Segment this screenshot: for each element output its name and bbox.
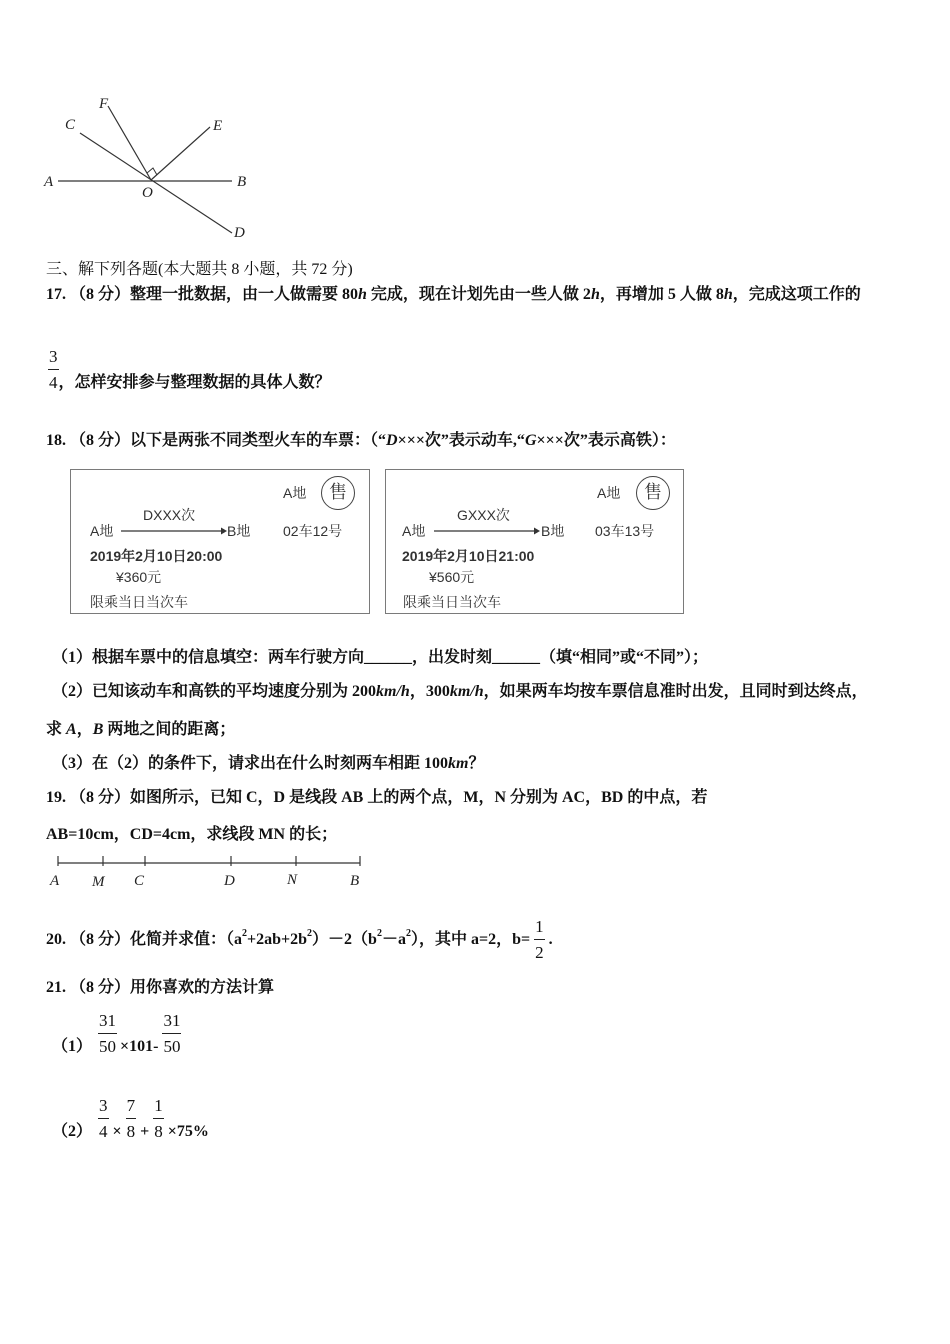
q18-var: A (66, 721, 77, 738)
q21-operator: + (140, 1123, 150, 1140)
q20-text: ）－2（b (312, 930, 377, 948)
q18-text: ，如果两车均按车票信息准时出发，且同时到达终点， (483, 683, 868, 700)
q18-text: ， (76, 721, 93, 738)
q18-text: 两地之间的距离； (103, 721, 236, 738)
q20-text: （8 分）化简并求值：（a (66, 930, 243, 948)
q18-var: G (524, 432, 537, 449)
q18-text: ×××次”表示高铁）： (536, 432, 676, 449)
q18-number: 18. (46, 432, 66, 449)
q18-part3 (52, 754, 484, 774)
q17-number: 17. (46, 286, 66, 303)
ticket-from: A地 (90, 523, 114, 539)
fraction-denominator: 8 (154, 1122, 163, 1141)
q17-fraction (48, 346, 59, 393)
q18-text: 求 (46, 721, 67, 738)
q20-text: ），其中 a=2，b= (410, 930, 531, 948)
label-d: D (234, 225, 245, 241)
section-title: 三、解下列各题(本大题共 8 小题，共 72 分) (46, 261, 353, 278)
arrow-icon (434, 526, 540, 536)
fraction-numerator: 3 (49, 347, 58, 366)
q17-text: ，怎样安排参与整理数据的具体人数？ (58, 374, 331, 391)
label-f: F (99, 96, 109, 112)
fraction-bar (48, 369, 59, 370)
q18-unit: km/h (376, 683, 410, 700)
q18-var: B (92, 721, 104, 738)
q18-text: ？ (468, 755, 485, 772)
q18-part2 (52, 682, 868, 702)
q21-number: 21. (46, 979, 66, 996)
fraction-numerator: 7 (126, 1096, 136, 1115)
fraction-bar (98, 1118, 109, 1119)
q17-var: h (358, 286, 367, 303)
fraction-denominator: 2 (535, 943, 544, 962)
q21-text: （8 分）用你喜欢的方法计算 (66, 979, 275, 996)
q18-text: （3）在（2）的条件下，请求出在什么时刻两车相距 100 (52, 755, 449, 772)
ray-of (108, 106, 151, 180)
angle-figure (0, 0, 260, 245)
q17-text: ，再增加 5 人做 8 (599, 286, 724, 303)
ticket-note: 限乘当日当次车 (403, 594, 501, 610)
q21-fraction (162, 1010, 181, 1057)
q20-line (46, 916, 553, 963)
q17-text: 完成，现在计划先由一些人做 2 (366, 286, 591, 303)
ticket-train: GXXX次 (457, 507, 510, 523)
q19-text: （8 分）如图所示，已知 C，D 是线段 AB 上的两个点，M，N 分别为 AC，BD 的中点，若 (66, 789, 708, 806)
ticket-top-station: A地 (597, 485, 621, 501)
q18-unit: km (448, 755, 469, 772)
fraction-bar (98, 1033, 117, 1034)
label-b: B (237, 174, 247, 190)
ticket-d-train (70, 469, 370, 614)
fraction-numerator: 31 (163, 1011, 181, 1030)
fraction-numerator: 1 (535, 917, 544, 936)
q20-exponent: 2 (405, 927, 411, 939)
q18-text: （2）已知该动车和高铁的平均速度分别为 200 (52, 683, 377, 700)
label-c: C (65, 117, 76, 133)
q17-var: h (590, 286, 600, 303)
ticket-seat: 03车13号 (595, 523, 655, 539)
ticket-to: B地 (227, 523, 251, 539)
fraction-denominator: 50 (99, 1037, 117, 1056)
label-e: E (213, 118, 223, 134)
fraction-bar (153, 1118, 164, 1119)
q20-text: +2ab+2b (247, 930, 308, 948)
q21-fraction (98, 1095, 109, 1142)
q18-text: ，300 (409, 683, 450, 700)
q21-operator: ×101- (120, 1038, 159, 1055)
q18-intro (46, 431, 676, 451)
q21-operator: ×75% (167, 1123, 209, 1140)
q17-var: h (723, 286, 733, 303)
q20-exponent: 2 (242, 927, 248, 939)
q17-line2 (48, 346, 331, 393)
ray-oe (151, 127, 210, 180)
ticket-datetime: 2019年2月10日20:00 (90, 548, 223, 564)
fraction-bar (162, 1033, 181, 1034)
fraction-numerator: 3 (99, 1096, 108, 1115)
q21-title (46, 978, 274, 998)
fraction-bar (534, 939, 545, 940)
ticket-to: B地 (541, 523, 565, 539)
seg-label-c: C (134, 873, 145, 889)
fraction-denominator: 4 (49, 373, 58, 392)
ticket-train: DXXX次 (143, 507, 196, 523)
q21-part2-label: （2） (52, 1123, 93, 1140)
fraction-numerator: 31 (99, 1011, 117, 1030)
label-a: A (44, 174, 54, 190)
q19-line1 (46, 788, 707, 808)
q17-text: （8 分）整理一批数据，由一人做需要 80 (66, 286, 359, 303)
q18-text: ×××次”表示动车,“ (397, 432, 525, 449)
ticket-datetime: 2019年2月10日21:00 (402, 548, 535, 564)
seg-label-d: D (224, 873, 235, 889)
fraction-denominator: 50 (163, 1037, 181, 1056)
q21-fraction (98, 1010, 117, 1057)
fraction-bar (126, 1118, 137, 1119)
arrow-icon (121, 526, 227, 536)
ticket-g-train (385, 469, 684, 614)
q18-var: D (386, 432, 398, 449)
q20-exponent: 2 (376, 927, 382, 939)
q17-text: ，完成这项工作的 (732, 286, 861, 303)
q19-number: 19. (46, 789, 66, 806)
seg-label-m: M (92, 874, 105, 890)
ticket-stamp: 售 (321, 476, 355, 510)
q20-fraction (534, 916, 545, 963)
fraction-numerator: 1 (154, 1096, 163, 1115)
q18-unit: km/h (449, 683, 484, 700)
seg-label-n: N (287, 872, 298, 888)
ticket-seat: 02车12号 (283, 523, 343, 539)
ticket-stamp: 售 (636, 476, 670, 510)
q21-part1-label: （1） (52, 1038, 93, 1055)
q20-exponent: 2 (307, 927, 313, 939)
seg-label-b: B (350, 873, 360, 889)
q20-text: －a (381, 930, 406, 948)
line-cd (80, 133, 232, 233)
q20-number: 20. (46, 930, 66, 948)
ticket-top-station: A地 (283, 485, 307, 501)
q21-operator: × (112, 1123, 122, 1140)
q21-part2 (52, 1095, 209, 1142)
q18-part2b (46, 720, 235, 740)
label-o: O (142, 185, 153, 201)
q18-part1: （1）根据车票中的信息填空：两车行驶方向______，出发时刻______（填“相同”或“不同”）； (52, 649, 709, 666)
q21-fraction (153, 1095, 164, 1142)
q21-fraction (126, 1095, 137, 1142)
q17-line1 (46, 285, 861, 305)
q21-part1 (52, 1010, 181, 1057)
ticket-price: ¥560元 (429, 569, 475, 585)
seg-label-a: A (50, 873, 60, 889)
fraction-denominator: 8 (126, 1122, 136, 1141)
segment-figure (40, 850, 380, 895)
ticket-from: A地 (402, 523, 426, 539)
ticket-note: 限乘当日当次车 (90, 594, 188, 610)
q18-text: （8 分）以下是两张不同类型火车的车票：（“ (66, 432, 387, 449)
ticket-price: ¥360元 (116, 569, 162, 585)
q20-end: . (544, 930, 553, 948)
fraction-denominator: 4 (99, 1122, 108, 1141)
right-angle-mark (147, 168, 157, 175)
q19-line2: AB=10cm，CD=4cm，求线段 MN 的长； (46, 826, 338, 843)
